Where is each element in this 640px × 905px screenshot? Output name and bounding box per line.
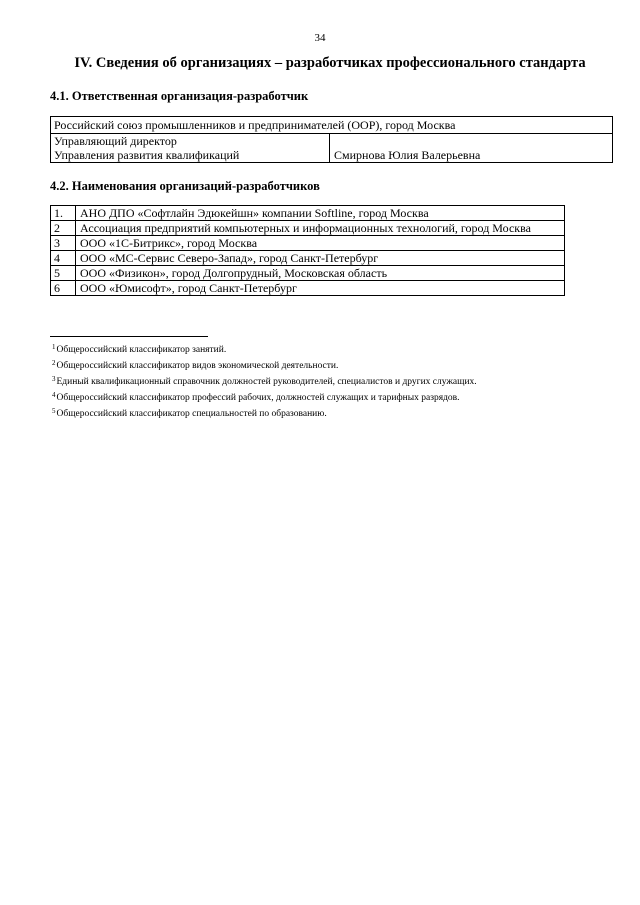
org-name: ООО «МС-Сервис Северо-Запад», город Санкт-Петербург — [76, 251, 565, 266]
footnote-text: Общероссийский классификатор занятий. — [56, 345, 227, 355]
footnote-mark: 1 — [52, 343, 56, 351]
responsible-org-name: Российский союз промышленников и предпринимателей (ООР), город Москва — [51, 117, 613, 134]
org-name: Ассоциация предприятий компьютерных и информационных технологий, город Москва — [76, 221, 565, 236]
page-number: 34 — [314, 32, 326, 44]
developer-orgs-heading: 4.2. Наименования организаций-разработчиков — [50, 179, 320, 193]
footnote — [52, 405, 612, 421]
row-number: 3 — [51, 236, 76, 251]
responsible-position-line2: Управления развития квалификаций — [54, 148, 240, 162]
org-name: ООО «1С-Битрикс», город Москва — [76, 236, 565, 251]
footnotes — [52, 341, 612, 421]
footnote-mark: 3 — [52, 375, 56, 383]
row-number: 1. — [51, 206, 76, 221]
table-row — [51, 236, 565, 251]
responsible-person-row — [51, 134, 613, 163]
footnote-mark: 2 — [52, 359, 56, 367]
footnote-text: Единый квалификационный справочник должностей руководителей, специалистов и других служащих. — [56, 377, 477, 387]
footnote — [52, 357, 612, 373]
responsible-position-line1: Управляющий директор — [54, 134, 177, 148]
table-row — [51, 221, 565, 236]
responsible-position-cell — [51, 134, 330, 163]
footnote — [52, 373, 612, 389]
row-number: 6 — [51, 281, 76, 296]
table-row — [51, 281, 565, 296]
footnote-mark: 5 — [52, 407, 56, 415]
footnote-mark: 4 — [52, 391, 56, 399]
org-name: ООО «Физикон», город Долгопрудный, Московская область — [76, 266, 565, 281]
row-number: 2 — [51, 221, 76, 236]
row-number: 4 — [51, 251, 76, 266]
responsible-org-table — [50, 116, 613, 163]
org-name: АНО ДПО «Софтлайн Эдюкейшн» компании Softline, город Москва — [76, 206, 565, 221]
responsible-org-row — [51, 117, 613, 134]
table-row — [51, 251, 565, 266]
footnote — [52, 341, 612, 357]
responsible-org-heading: 4.1. Ответственная организация-разработчик — [50, 89, 309, 103]
row-number: 5 — [51, 266, 76, 281]
footnote-text: Общероссийский классификатор профессий рабочих, должностей служащих и тарифных разрядов. — [56, 393, 460, 403]
section-title: IV. Сведения об организациях – разработчиках профессионального стандарта — [74, 55, 586, 71]
footnote — [52, 389, 612, 405]
responsible-person-name: Смирнова Юлия Валерьевна — [330, 134, 613, 163]
org-name: ООО «Юмисофт», город Санкт-Петербург — [76, 281, 565, 296]
footnote-text: Общероссийский классификатор видов экономической деятельности. — [56, 361, 339, 371]
footnote-divider — [50, 336, 208, 337]
table-row — [51, 206, 565, 221]
developer-orgs-table — [50, 205, 565, 296]
footnote-text: Общероссийский классификатор специальностей по образованию. — [56, 409, 327, 419]
table-row — [51, 266, 565, 281]
